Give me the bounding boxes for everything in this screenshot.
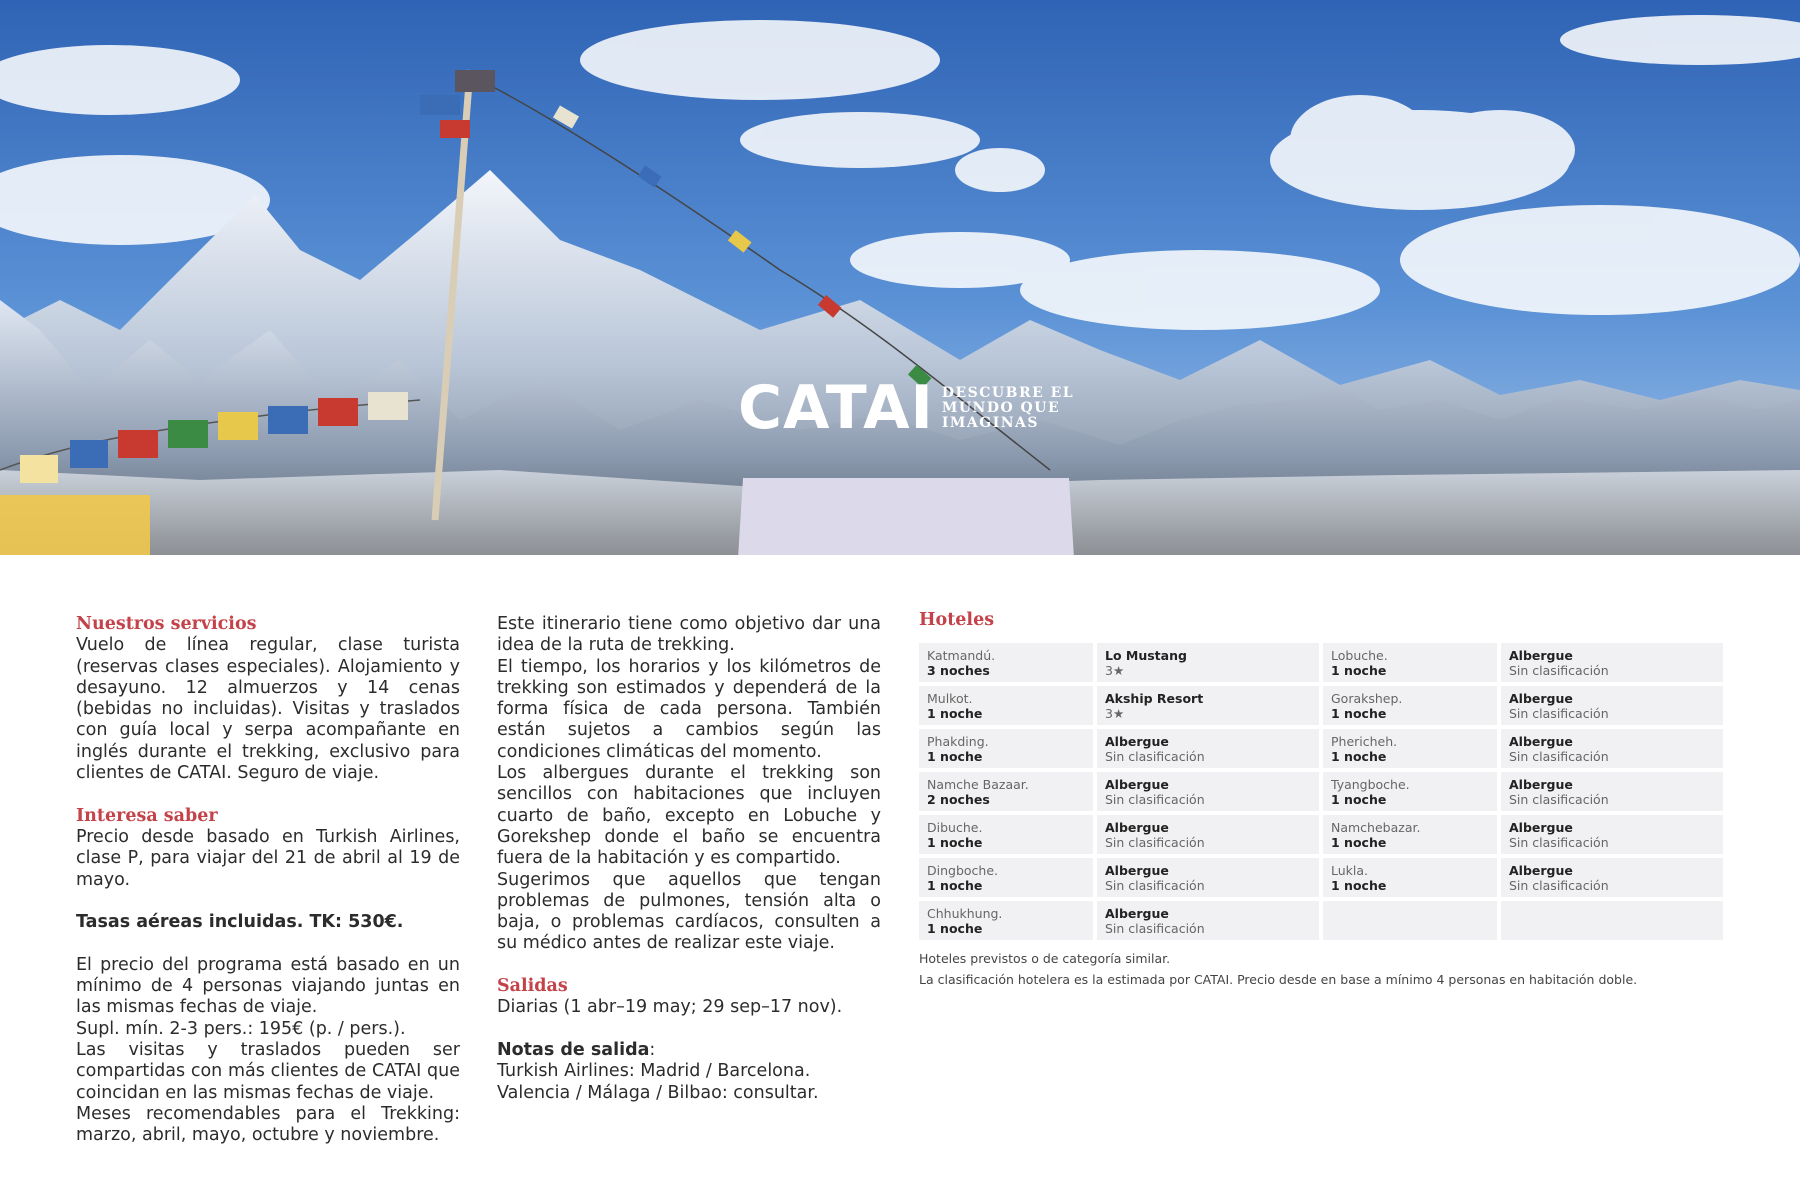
hotel-name-cell	[1097, 815, 1319, 854]
itinerario-sugerimos: Sugerimos que aquellos que tengan problemas de pulmones, tensión alta o baja, o problemas cardíacos, consulten a su médico antes de realizar este viaje.	[497, 869, 881, 954]
hotel-city-cell	[1323, 901, 1497, 940]
salidas-text: Diarias (1 abr–19 may; 29 sep–17 nov).	[497, 997, 843, 1018]
hotel-city-cell-line-2: 1 noche	[927, 878, 983, 894]
interesa-supl: Supl. mín. 2-3 pers.: 195€ (p. / pers.).	[76, 1018, 406, 1039]
hotel-city-cell	[919, 772, 1093, 811]
hotel-name-cell-line-2: Sin clasificación	[1105, 792, 1205, 808]
hotel-name-cell	[1501, 686, 1723, 725]
hotel-city-cell-line-1: Dingboche.	[927, 863, 998, 879]
hotel-city-cell-line-1: Lukla.	[1331, 863, 1369, 879]
logo-wordmark: CATAI	[738, 373, 934, 443]
hotel-name-cell-line-1: Albergue	[1105, 906, 1169, 922]
interesa-visitas: Las visitas y traslados pueden ser compartidas con más clientes de CATAI que coincidan en las mismas fechas de viaje.	[76, 1039, 460, 1103]
notas-heading-line	[497, 1040, 881, 1061]
hotel-name-cell	[1097, 772, 1319, 811]
hotel-name-cell-line-2: Sin clasificación	[1105, 835, 1205, 851]
hotel-city-cell	[919, 643, 1093, 682]
hotel-city-cell-line-1: Dibuche.	[927, 820, 983, 836]
hotel-name-cell-line-2: Sin clasificación	[1509, 792, 1609, 808]
hotel-city-cell-line-2: 3 noches	[927, 663, 990, 679]
hotel-city-cell-line-1: Chhukhung.	[927, 906, 1003, 922]
notas-title: Notas de salida	[497, 1039, 650, 1060]
hotel-name-cell-line-1: Albergue	[1509, 777, 1573, 793]
hotel-city-cell-line-2: 1 noche	[927, 835, 983, 851]
hotel-name-cell	[1097, 729, 1319, 768]
interesa-meses: Meses recomendables para el Trekking: marzo, abril, mayo, octubre y noviembre.	[76, 1103, 460, 1146]
hotel-city-cell-line-1: Phericheh.	[1331, 734, 1398, 750]
hotel-name-cell	[1501, 643, 1723, 682]
tagline-line-2: MUNDO QUE	[941, 399, 1061, 416]
hotel-name-cell-line-2: 3★	[1105, 706, 1125, 722]
hotel-city-cell-line-2: 1 noche	[1331, 835, 1387, 851]
hotel-city-cell-line-1: Katmandú.	[927, 648, 996, 664]
hotel-name-cell-line-2: Sin clasificación	[1105, 878, 1205, 894]
hotel-city-cell-line-1: Mulkot.	[927, 691, 973, 707]
hotel-city-cell-line-1: Lobuche.	[1331, 648, 1388, 664]
hotel-name-cell-line-1: Albergue	[1105, 734, 1169, 750]
itinerario-albergues: Los albergues durante el trekking son sencillos con habitaciones que incluyen cuarto de baño, excepto en Lobuche y Gorekshep donde el baño se encuentra fuera de la habitación y es compartido.	[497, 763, 881, 869]
hotel-city-cell	[919, 858, 1093, 897]
itinerario-tiempo: El tiempo, los horarios y los kilómetros de trekking son estimados y dependerá de la forma física de cada persona. También están sujetos a cambios según las condiciones climáticas del momento.	[497, 656, 881, 762]
hotel-name-cell	[1501, 729, 1723, 768]
hotel-name-cell-line-2: Sin clasificación	[1509, 663, 1609, 679]
hotel-city-cell-line-2: 1 noche	[1331, 749, 1387, 765]
hotel-city-cell-line-1: Tyangboche.	[1331, 777, 1410, 793]
hotel-name-cell-line-1: Albergue	[1105, 777, 1169, 793]
hotel-city-cell	[919, 686, 1093, 725]
hotel-name-cell-line-1: Albergue	[1105, 820, 1169, 836]
hotel-name-cell	[1501, 772, 1723, 811]
hotel-city-cell-line-2: 1 noche	[927, 749, 983, 765]
itinerario-objetivo: Este itinerario tiene como objetivo dar una idea de la ruta de trekking.	[497, 614, 881, 656]
hotels-section	[919, 610, 1725, 990]
column-itinerario	[497, 614, 881, 1104]
hotel-name-cell	[1501, 858, 1723, 897]
hotel-name-cell-line-1: Albergue	[1509, 648, 1573, 664]
mountain-landscape-image	[0, 0, 1800, 555]
hotel-city-cell	[919, 815, 1093, 854]
interesa-precio: Precio desde basado en Turkish Airlines, clase P, para viajar del 21 de abril al 19 de mayo.	[76, 826, 460, 890]
interesa-tasas: Tasas aéreas incluidas. TK: 530€.	[76, 912, 404, 933]
heading-interesa: Interesa saber	[76, 805, 218, 826]
hotel-name-cell-line-1: Albergue	[1509, 691, 1573, 707]
hotel-name-cell-line-1: Lo Mustang	[1105, 648, 1187, 664]
hotel-name-cell-line-1: Albergue	[1105, 863, 1169, 879]
hotel-name-cell-line-2: Sin clasificación	[1509, 706, 1609, 722]
heading-salidas: Salidas	[497, 976, 568, 997]
logo-tagline	[942, 386, 1074, 431]
tagline-line-3: IMAGINAS	[941, 414, 1040, 431]
hotel-name-cell-line-1: Albergue	[1509, 863, 1573, 879]
hotel-name-cell	[1097, 901, 1319, 940]
hotel-name-cell-line-2: Sin clasificación	[1509, 835, 1609, 851]
hotel-name-cell	[1097, 686, 1319, 725]
hotel-name-cell-line-2: 3★	[1105, 663, 1125, 679]
hotel-city-cell	[1323, 729, 1497, 768]
hotel-city-cell	[1323, 686, 1497, 725]
servicios-text: Vuelo de línea regular, clase turista (reservas clases especiales). Alojamiento y desayuno. 12 almuerzos y 14 cenas (bebidas no incluidas). Visitas y traslados con guía local y serpa acompañante en inglés durante el trekking, exclusivo para clientes de CATAI. Seguro de viaje.	[76, 635, 460, 784]
notas-colon: :	[649, 1039, 656, 1060]
hero-photo	[0, 0, 1800, 555]
hotel-city-cell	[919, 901, 1093, 940]
heading-hoteles: Hoteles	[919, 610, 995, 630]
hotel-city-cell-line-1: Phakding.	[927, 734, 989, 750]
hotel-city-cell-line-2: 1 noche	[1331, 792, 1387, 808]
hotel-city-cell-line-1: Gorakshep.	[1331, 691, 1403, 707]
hotel-name-cell	[1501, 815, 1723, 854]
tagline-line-1: DESCUBRE EL	[941, 384, 1075, 401]
hotel-city-cell-line-2: 1 noche	[927, 706, 983, 722]
hotel-name-cell-line-1: Albergue	[1509, 734, 1573, 750]
column-servicios	[76, 614, 460, 1146]
heading-servicios: Nuestros servicios	[76, 614, 257, 634]
hotel-name-cell-line-1: Albergue	[1509, 820, 1573, 836]
notas-line-1: Turkish Airlines: Madrid / Barcelona.	[497, 1061, 811, 1082]
notas-line-2: Valencia / Málaga / Bilbao: consultar.	[497, 1082, 819, 1103]
hotel-city-cell-line-2: 1 noche	[1331, 663, 1387, 679]
hotel-city-cell	[919, 729, 1093, 768]
hotel-name-cell-line-2: Sin clasificación	[1509, 878, 1609, 894]
hotel-name-cell-line-2: Sin clasificación	[1105, 921, 1205, 937]
hotel-city-cell-line-2: 2 noches	[927, 792, 990, 808]
page-tab-shape	[738, 478, 1074, 555]
hotel-city-cell-line-2: 1 noche	[927, 921, 983, 937]
hotel-name-cell	[1501, 901, 1723, 940]
hotel-city-cell-line-1: Namchebazar.	[1331, 820, 1421, 836]
hotels-notes	[919, 948, 1725, 990]
hotel-city-cell-line-2: 1 noche	[1331, 706, 1387, 722]
hotel-name-cell-line-2: Sin clasificación	[1105, 749, 1205, 765]
hotels-table	[919, 643, 1725, 940]
hotel-name-cell	[1097, 858, 1319, 897]
hotel-city-cell	[1323, 643, 1497, 682]
hotels-note-1: Hoteles previstos o de categoría similar.	[919, 951, 1171, 967]
hotel-name-cell-line-1: Akship Resort	[1105, 691, 1204, 707]
hotel-city-cell	[1323, 772, 1497, 811]
hotel-name-cell-line-2: Sin clasificación	[1509, 749, 1609, 765]
hotel-city-cell	[1323, 858, 1497, 897]
interesa-minimo: El precio del programa está basado en un mínimo de 4 personas viajando juntas en las mismas fechas de viaje.	[76, 954, 460, 1018]
hotel-name-cell	[1097, 643, 1319, 682]
hotel-city-cell-line-1: Namche Bazaar.	[927, 777, 1029, 793]
hotel-city-cell-line-2: 1 noche	[1331, 878, 1387, 894]
hotel-city-cell	[1323, 815, 1497, 854]
catai-logo	[738, 373, 1075, 443]
hotels-note-2: La clasificación hotelera es la estimada por CATAI. Precio desde en base a mínimo 4 personas en habitación doble.	[919, 972, 1638, 988]
